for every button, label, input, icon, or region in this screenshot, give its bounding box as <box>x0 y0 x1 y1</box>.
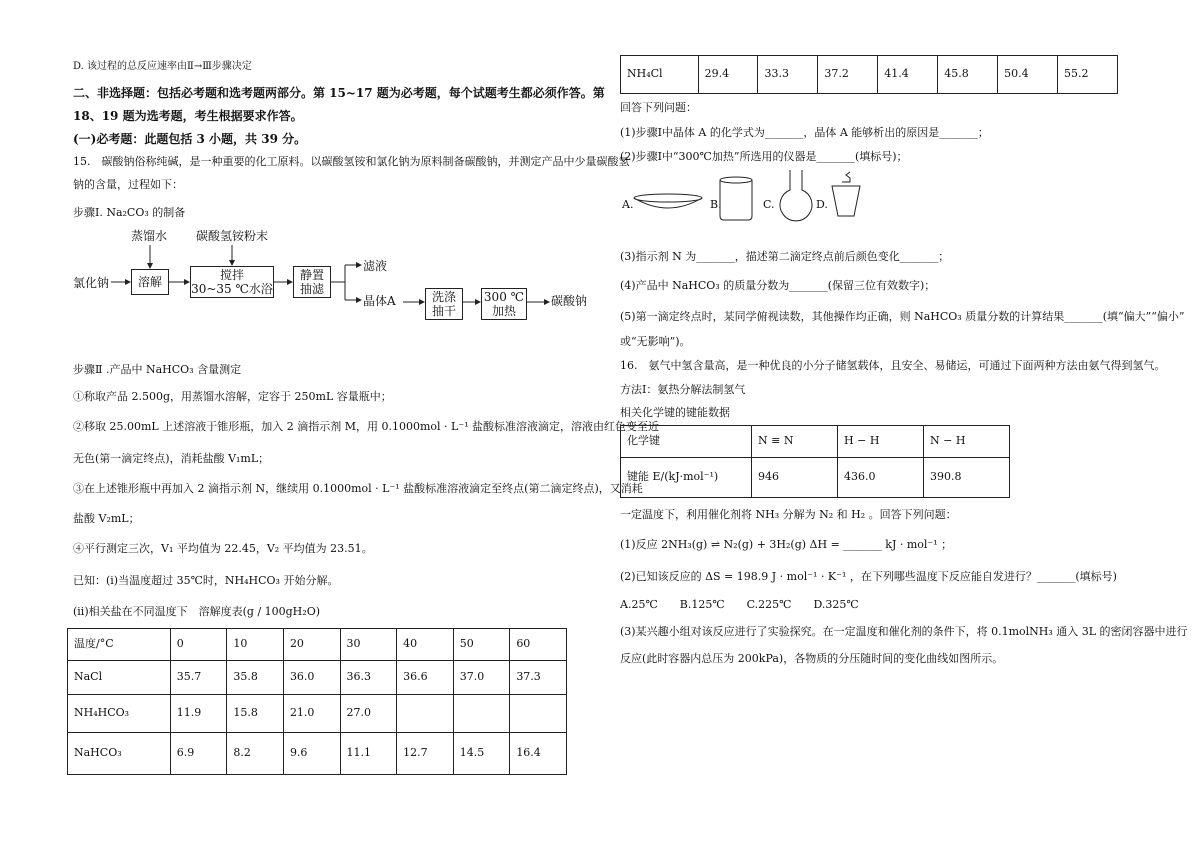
solubility-table <box>67 628 567 775</box>
table-cell: 11.1 <box>340 733 397 775</box>
option-d: D. 该过程的总反应速率由Ⅱ→Ⅲ步骤决定 <box>73 61 252 72</box>
crucible-lid-icon <box>842 172 850 182</box>
evaporating-dish-rim-icon <box>634 194 702 202</box>
table-cell: 41.4 <box>878 56 938 94</box>
table-cell: 37.3 <box>510 661 567 695</box>
table-cell <box>510 695 567 733</box>
step1-title: 步骤Ⅰ. Na₂CO₃ 的制备 <box>73 206 186 219</box>
flow-filter-label: 抽滤 <box>299 282 324 296</box>
table-cell: 30 <box>340 629 397 661</box>
table-row <box>68 733 567 775</box>
table-cell: 37.0 <box>453 661 510 695</box>
table-cell: NaCl <box>68 661 171 695</box>
table-cell: N ≡ N <box>752 426 838 458</box>
question-4: (4)产品中 NaHCO₃ 的质量分数为_______(保留三位有效数字)； <box>620 279 936 292</box>
question-3: (3)指示剂 N 为_______，描述第二滴定终点前后颜色变化_______； <box>620 250 950 263</box>
step2-2-cont: 无色(第一滴定终点)，消耗盐酸 V₁mL； <box>73 452 270 465</box>
q16-text: 16. 氨气中氢含量高，是一种优良的小分子储氢载体，且安全、易储运，可通过下面两种方法由氨气得到氢气。 <box>620 359 1166 372</box>
flow-wash-label: 洗涤 <box>431 289 456 304</box>
table-cell: H − H <box>838 426 924 458</box>
table-row <box>621 56 1118 94</box>
temperature-options: A.25℃ B.125℃ C.225℃ D.325℃ <box>620 598 859 611</box>
table-cell: 6.9 <box>170 733 227 775</box>
table-cell: 15.8 <box>227 695 284 733</box>
table-cell: 21.0 <box>283 695 340 733</box>
apparatus-options <box>620 168 880 238</box>
table-cell: 37.2 <box>818 56 878 94</box>
flow-product: 碳酸钠 <box>551 294 588 308</box>
table-cell: 36.0 <box>283 661 340 695</box>
step2-2: ②移取 25.00mL 上述溶液于锥形瓶，加入 2 滴指示剂 M，用 0.1000mol · L⁻¹ 盐酸标准溶液滴定，溶液由红色变至近 <box>73 420 660 433</box>
table-cell: 29.4 <box>698 56 758 94</box>
section-heading-cont: 18、19 题为选考题，考生根据要求作答。 <box>73 109 303 123</box>
table-cell: 11.9 <box>170 695 227 733</box>
question-5: (5)第一滴定终点时，某同学俯视读数，其他操作均正确，则 NaHCO₃ 质量分数的计算结果_______(填“偏大”“偏小” <box>620 310 1185 323</box>
question-5-cont: 或“无影响”)。 <box>620 335 691 348</box>
option-d-label: D. <box>816 198 828 211</box>
reaction-3: (3)某兴趣小组对该反应进行了实验探究。在一定温度和催化剂的条件下，将 0.1molNH₃ 通入 3L 的密闭容器中进行 <box>620 625 1188 638</box>
known-1: 已知：(i)当温度超过 35℃时，NH₄HCO₃ 开始分解。 <box>73 574 339 587</box>
flask-icon <box>780 170 812 221</box>
table-cell: 键能 E/(kJ·mol⁻¹) <box>621 458 752 498</box>
table-cell: 40 <box>397 629 454 661</box>
flow-settle-label: 静置 <box>299 267 324 282</box>
table-row <box>68 695 567 733</box>
known-2: (ii)相关盐在不同温度下 溶解度表(g / 100gH₂O) <box>73 605 320 618</box>
option-b-label: B. <box>710 198 722 211</box>
table-cell: 温度/°C <box>68 629 171 661</box>
flow-stir-label: 搅拌 <box>219 267 244 282</box>
question-2: (2)步骤Ⅰ中“300℃加热”所选用的仪器是_______(填标号)； <box>620 150 908 163</box>
reaction-1: (1)反应 2NH₃(g) ⇌ N₂(g) + 3H₂(g) ΔH = _______ kJ · mol⁻¹ ； <box>620 538 953 551</box>
table-cell: 27.0 <box>340 695 397 733</box>
flow-heat-temp: 300 ℃ <box>483 289 525 304</box>
table-cell: 50.4 <box>998 56 1058 94</box>
method-1: 方法Ⅰ：氨热分解法制氢气 <box>620 383 746 396</box>
table-cell: 35.8 <box>227 661 284 695</box>
table-cell: 33.3 <box>758 56 818 94</box>
table-cell: 36.3 <box>340 661 397 695</box>
step2-3-cont: 盐酸 V₂mL； <box>73 512 140 525</box>
option-c-label: C. <box>763 198 775 211</box>
table-cell: 0 <box>170 629 227 661</box>
table-cell: 45.8 <box>938 56 998 94</box>
apparatus-drawings <box>620 168 880 238</box>
flow-diagram <box>73 225 588 325</box>
flow-dry-label: 抽干 <box>431 304 456 318</box>
flow-water: 蒸馏水 <box>131 229 168 243</box>
evaporating-dish-icon <box>634 198 702 208</box>
step2-4: ④平行测定三次，V₁ 平均值为 22.45，V₂ 平均值为 23.51。 <box>73 542 373 555</box>
table-cell <box>397 695 454 733</box>
table-row <box>621 458 1010 498</box>
table-cell: 35.7 <box>170 661 227 695</box>
flow-powder: 碳酸氢铵粉末 <box>196 229 269 243</box>
table-cell: 14.5 <box>453 733 510 775</box>
table-cell: 9.6 <box>283 733 340 775</box>
table-cell: 10 <box>227 629 284 661</box>
table-row <box>68 661 567 695</box>
bond-title: 相关化学键的键能数据 <box>620 406 730 419</box>
table-row <box>621 426 1010 458</box>
q15-text-cont: 钠的含量，过程如下： <box>73 178 183 191</box>
reaction-2: (2)已知该反应的 ΔS = 198.9 J · mol⁻¹ · K⁻¹ ，在下列哪些温度下反应能自发进行？_______(填标号) <box>620 570 1117 583</box>
answer-prompt: 回答下列问题： <box>620 101 697 114</box>
table-cell: 946 <box>752 458 838 498</box>
table-cell: NaHCO₃ <box>68 733 171 775</box>
table-cell: 8.2 <box>227 733 284 775</box>
crucible-icon <box>832 186 860 216</box>
table-cell: 16.4 <box>510 733 567 775</box>
table-cell: 化学键 <box>621 426 752 458</box>
table-cell: NH₄Cl <box>621 56 699 94</box>
subsection-heading: (一)必考题：此题包括 3 小题，共 39 分。 <box>73 132 307 146</box>
table-cell <box>453 695 510 733</box>
flow-arrows <box>73 225 573 325</box>
question-1: (1)步骤Ⅰ中晶体 A 的化学式为_______，晶体 A 能够析出的原因是_______； <box>620 126 989 139</box>
section-heading: 二、非选择题：包括必考题和选考题两部分。第 15~17 题为必考题，每个试题考生都必须作答。第 <box>73 86 605 100</box>
reaction-3-cont: 反应(此时容器内总压为 200kPa)，各物质的分压随时间的变化曲线如图所示。 <box>620 652 1004 665</box>
table-row <box>68 629 567 661</box>
step2-title: 步骤Ⅱ .产品中 NaHCO₃ 含量测定 <box>73 363 242 376</box>
flow-crystal: 晶体A <box>363 294 396 308</box>
beaker-rim-icon <box>720 177 752 183</box>
option-a-label: A. <box>622 198 634 211</box>
step2-1: ①称取产品 2.500g，用蒸馏水溶解，定容于 250mL 容量瓶中； <box>73 390 392 403</box>
flow-filtrate: 滤液 <box>363 259 388 273</box>
table-cell: 20 <box>283 629 340 661</box>
flow-stir-cond: 30~35 ℃水浴 <box>191 282 273 296</box>
table-cell: 55.2 <box>1058 56 1118 94</box>
table-cell: NH₄HCO₃ <box>68 695 171 733</box>
q15-text: 15. 碳酸钠俗称纯碱，是一种重要的化工原料。以碳酸氢铵和氯化钠为原料制备碳酸钠，并测定产品中少量碳酸氢 <box>73 155 630 168</box>
flow-heat-label: 加热 <box>491 304 516 318</box>
table-cell: 36.6 <box>397 661 454 695</box>
table-cell: 436.0 <box>838 458 924 498</box>
beaker-icon <box>720 180 752 220</box>
table-cell: 60 <box>510 629 567 661</box>
flow-nacl: 氯化钠 <box>73 276 110 290</box>
table-cell: N − H <box>923 426 1009 458</box>
solubility-table-cont <box>620 55 1118 94</box>
table-cell: 390.8 <box>923 458 1009 498</box>
condition-text: 一定温度下，利用催化剂将 NH₃ 分解为 N₂ 和 H₂ 。回答下列问题： <box>620 508 957 521</box>
bond-energy-table <box>620 425 1010 498</box>
step2-3: ③在上述锥形瓶中再加入 2 滴指示剂 N，继续用 0.1000mol · L⁻¹ 盐酸标准溶液滴定至终点(第二滴定终点)，又消耗 <box>73 482 643 495</box>
table-cell: 50 <box>453 629 510 661</box>
table-cell: 12.7 <box>397 733 454 775</box>
flow-dissolve-label: 溶解 <box>137 274 162 289</box>
